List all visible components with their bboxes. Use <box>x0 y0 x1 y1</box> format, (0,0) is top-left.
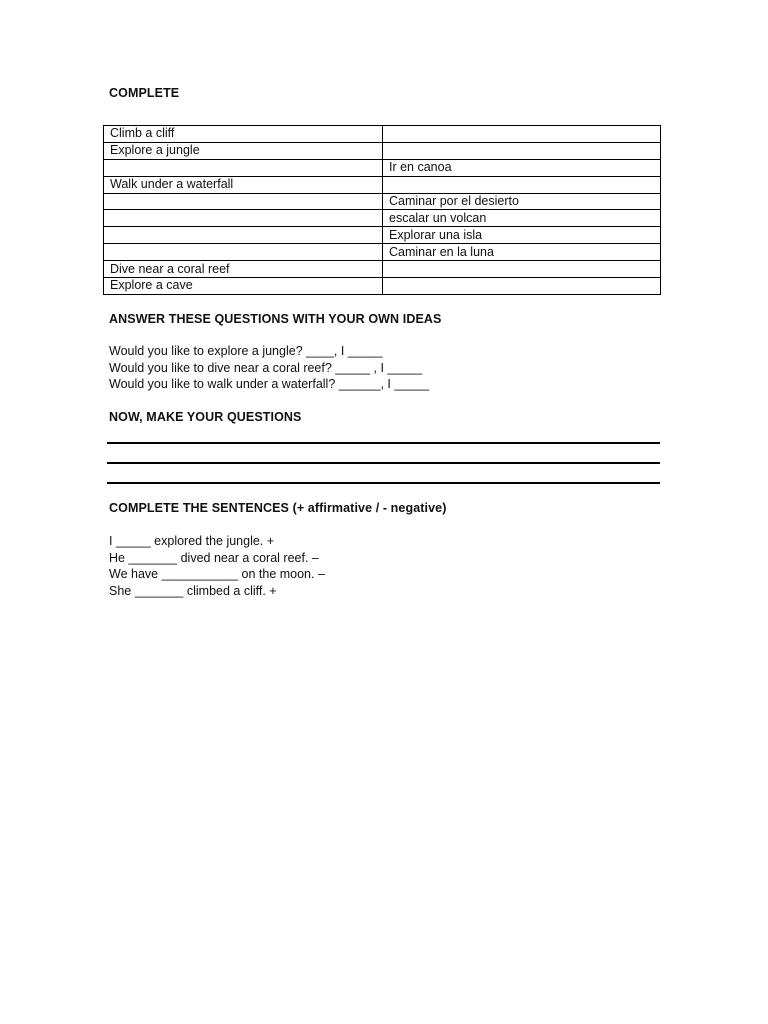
table-row <box>104 244 661 261</box>
sentence-line: He _______ dived near a coral reef. – <box>109 550 319 565</box>
table-row <box>104 278 661 295</box>
table-row <box>104 261 661 278</box>
english-cell <box>104 227 383 244</box>
table-row <box>104 210 661 227</box>
spanish-cell: Ir en canoa <box>383 159 661 176</box>
spanish-cell <box>383 261 661 278</box>
sentence-line: We have ___________ on the moon. – <box>109 567 325 581</box>
table-row <box>104 193 661 210</box>
table-row <box>104 159 661 176</box>
sentence-line: I _____ explored the jungle. + <box>109 534 275 548</box>
english-cell: Dive near a coral reef <box>104 261 383 278</box>
table-row <box>104 142 661 159</box>
english-cell: Climb a cliff <box>104 126 383 143</box>
answer-writing-line <box>107 482 660 484</box>
english-cell: Explore a cave <box>104 278 383 295</box>
spanish-cell: Caminar por el desierto <box>383 193 661 210</box>
question-line: Would you like to dive near a coral reef? _____ , I _____ <box>109 360 423 375</box>
table-row <box>104 227 661 244</box>
make-questions-heading: NOW, MAKE YOUR QUESTIONS <box>109 410 302 424</box>
english-cell <box>104 210 383 227</box>
question-line: Would you like to explore a jungle? ____, I _____ <box>109 344 383 358</box>
answer-writing-line <box>107 462 660 464</box>
question-line: Would you like to walk under a waterfall? ______, I _____ <box>109 377 430 391</box>
english-cell <box>104 159 383 176</box>
english-cell: Walk under a waterfall <box>104 176 383 193</box>
spanish-cell <box>383 142 661 159</box>
vocabulary-table <box>103 125 661 295</box>
sentence-list <box>109 533 325 599</box>
table-row <box>104 126 661 143</box>
question-list <box>109 343 429 393</box>
english-cell: Explore a jungle <box>104 142 383 159</box>
english-cell <box>104 193 383 210</box>
spanish-cell: escalar un volcan <box>383 210 661 227</box>
spanish-cell <box>383 278 661 295</box>
sentences-heading: COMPLETE THE SENTENCES (+ affirmative / - negative) <box>109 501 447 515</box>
answer-heading: ANSWER THESE QUESTIONS WITH YOUR OWN IDEAS <box>109 312 442 326</box>
table-row <box>104 176 661 193</box>
sentence-line: She _______ climbed a cliff. + <box>109 583 277 598</box>
spanish-cell: Explorar una isla <box>383 227 661 244</box>
complete-heading: COMPLETE <box>109 86 180 100</box>
spanish-cell <box>383 126 661 143</box>
answer-writing-line <box>107 442 660 444</box>
spanish-cell <box>383 176 661 193</box>
spanish-cell: Caminar en la luna <box>383 244 661 261</box>
english-cell <box>104 244 383 261</box>
